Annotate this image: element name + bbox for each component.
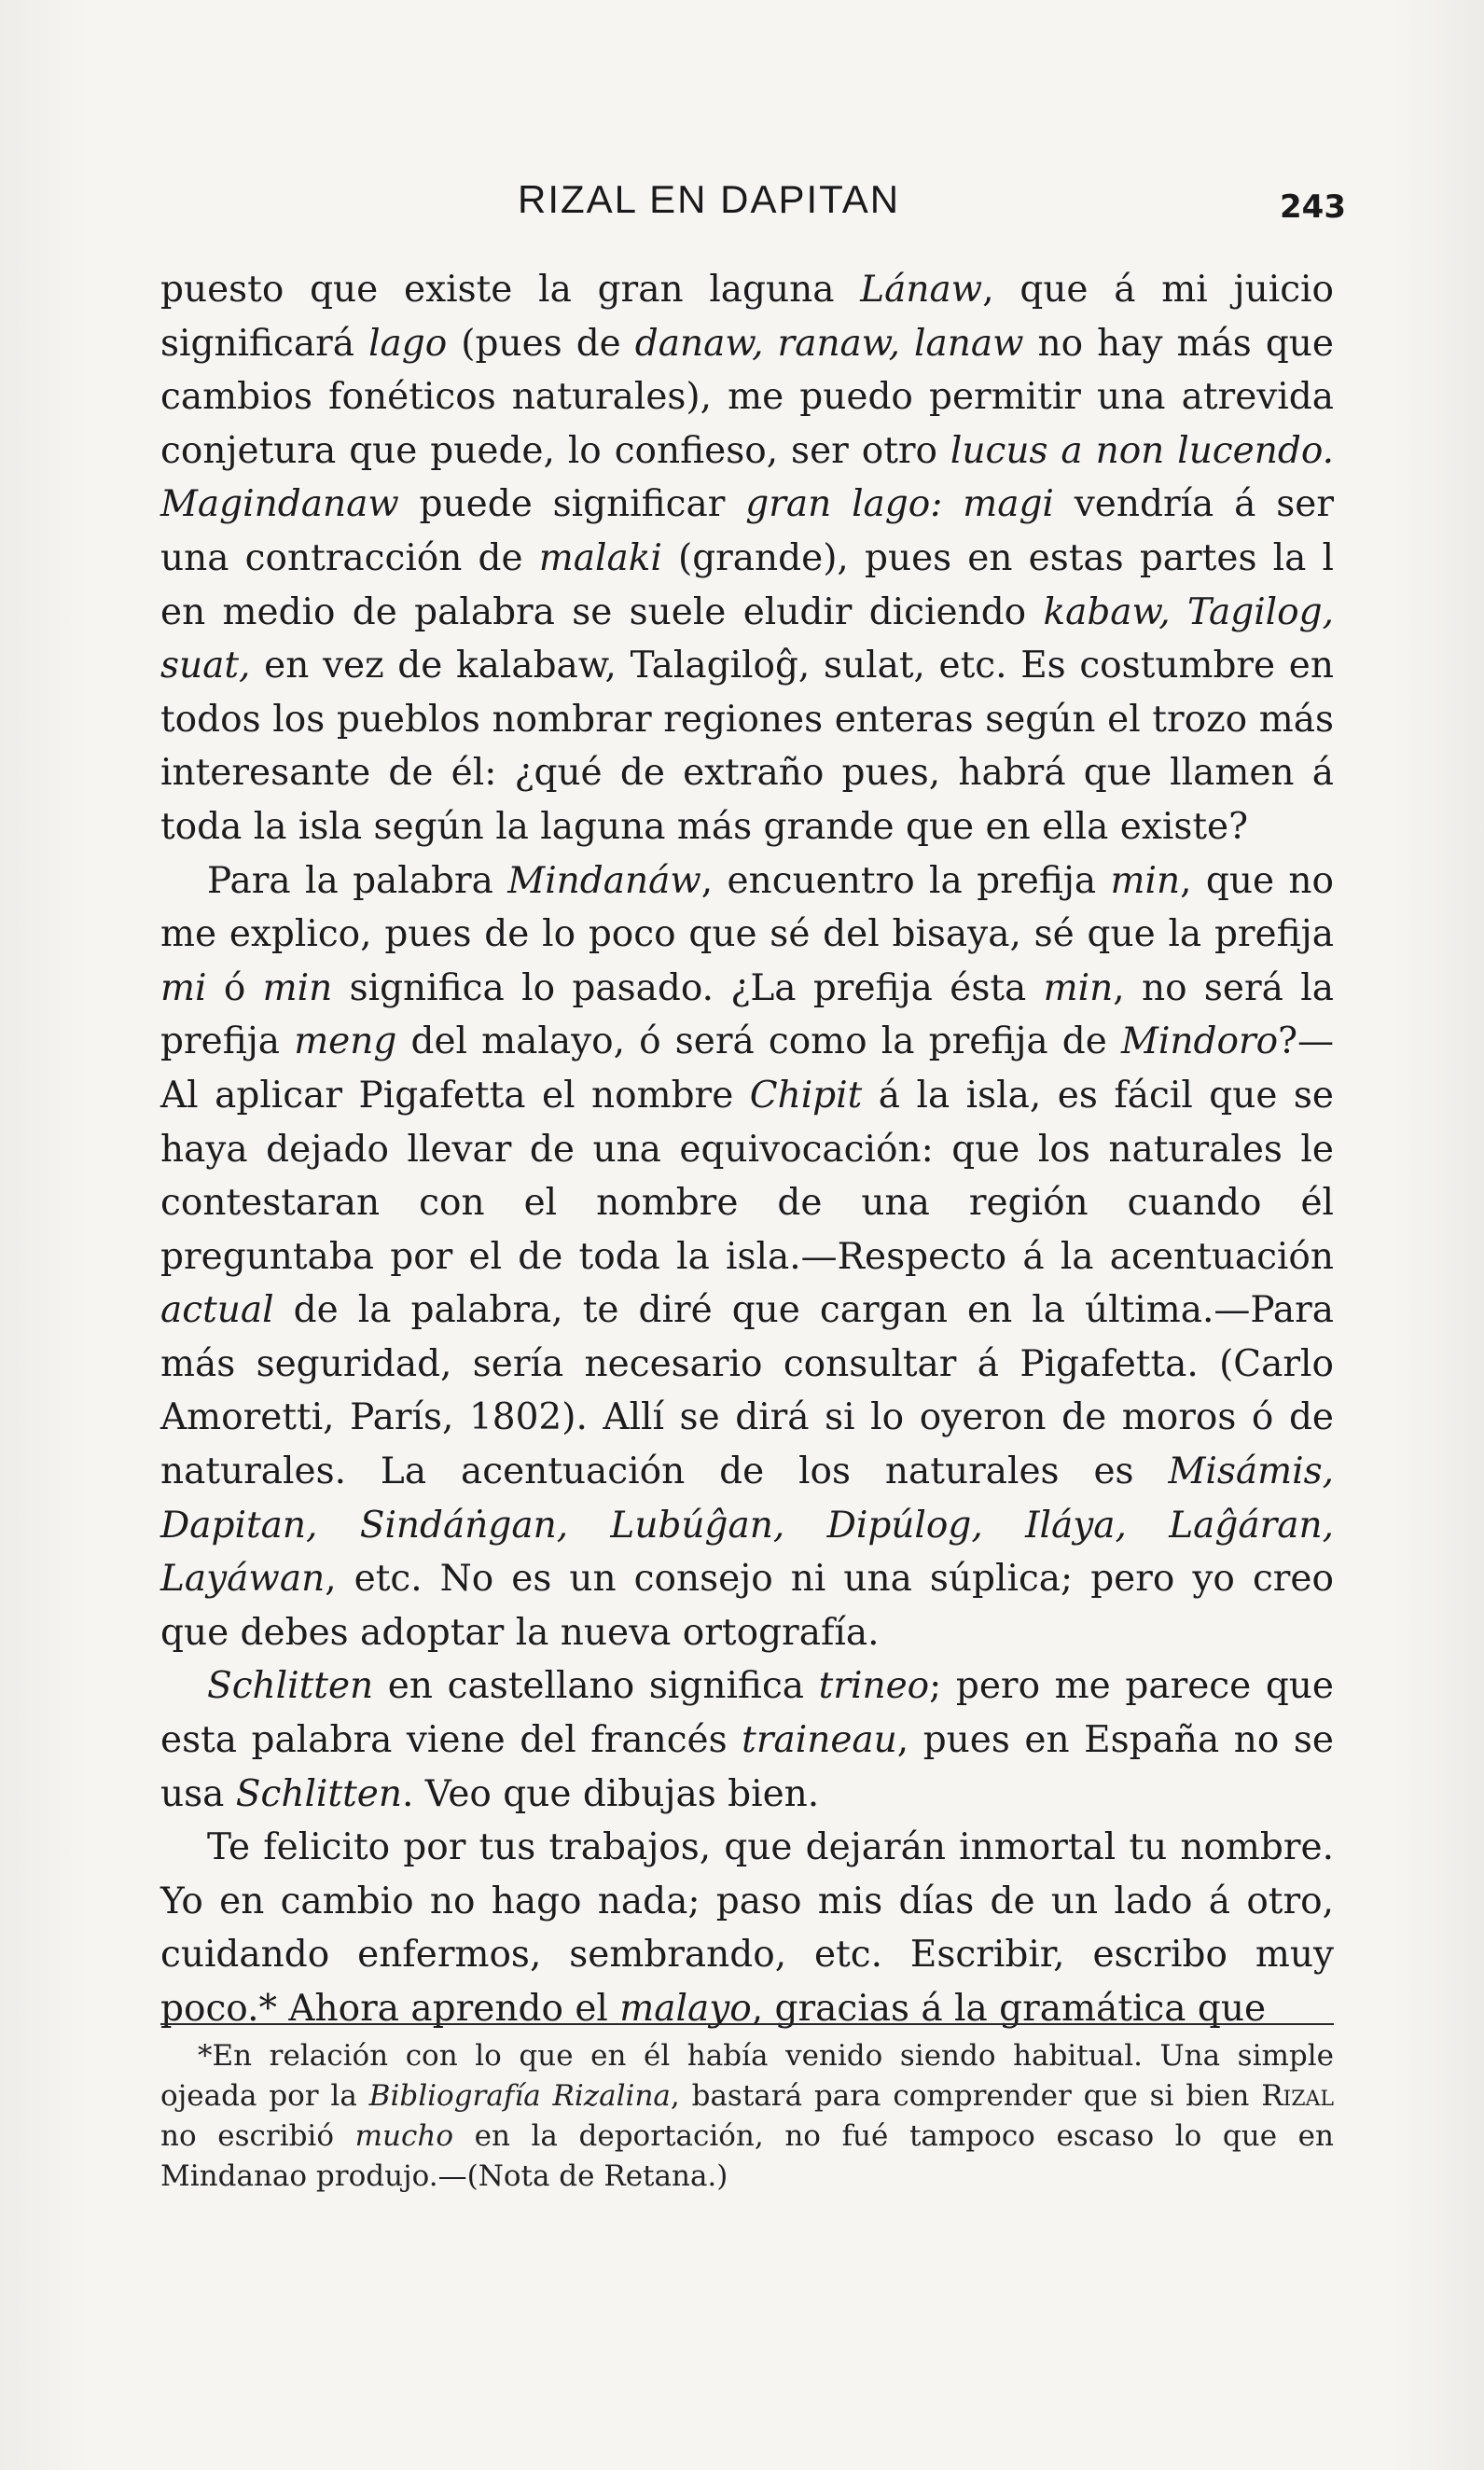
paragraph-run: de la palabra, te diré que cargan en la última.—Para más seguridad, sería necesario consultar á Pigafetta. (Carlo Amoretti, París, 1802). Allí se dirá si lo oyeron de moros ó de naturales. La acentuación de los naturales es bbox=[160, 1289, 1334, 1493]
paragraph-run: Lánaw bbox=[860, 269, 983, 311]
paragraph-run: (pues de bbox=[447, 322, 635, 365]
paragraph-run: ó bbox=[206, 966, 263, 1009]
paragraph-run: ?— Al aplicar Pigafetta el nombre bbox=[160, 1020, 1334, 1117]
paragraph-run: min bbox=[262, 966, 333, 1009]
page-number: 243 bbox=[1280, 188, 1346, 226]
paragraph-run: en castellano significa bbox=[373, 1665, 819, 1708]
footnote-run: , bastará para comprender que si bien bbox=[670, 2079, 1262, 2113]
paragraph-run: no hay más que cambios fonéticos naturales), me puedo permitir una atrevida conjetura que puede, lo confieso, ser otro bbox=[160, 322, 1334, 472]
body-text bbox=[160, 263, 1334, 2036]
paragraph-run: puesto que existe la gran laguna bbox=[160, 269, 861, 311]
paragraph-run: , pues en España no se usa bbox=[160, 1719, 1334, 1815]
paragraph-run: en vez de kalabaw, Talagiloĝ, sulat, etc. Es costumbre en todos los pueblos nombrar regiones enteras según el trozo más interesante de él: ¿qué de extraño pues, habrá que llamen á toda la isla según la laguna más grande que en ella existe? bbox=[160, 645, 1334, 848]
paragraph-run: malaki bbox=[538, 536, 662, 579]
footnote bbox=[160, 2036, 1334, 2197]
paragraph-run: trineo bbox=[818, 1665, 930, 1708]
paragraph-run: Schlitten bbox=[207, 1665, 374, 1708]
paragraph-run: malayo bbox=[619, 1988, 752, 2030]
paragraph-run: Te felicito por tus trabajos, que dejarán inmortal tu nombre. Yo en cambio no hago nada; paso mis días de un lado á otro, cuidando enfermos, sembrando, etc. Escribir, escribo muy poco.* Ahora aprendo el bbox=[160, 1826, 1334, 2030]
paragraph-run: , gracias á la gramática que bbox=[751, 1988, 1267, 2030]
footnote-run: no escribió bbox=[160, 2119, 355, 2153]
paragraph-run: significa lo pasado. ¿La prefija ésta bbox=[332, 966, 1044, 1009]
paragraph-run: (grande), pues en estas partes la l en medio de palabra se suele eludir diciendo bbox=[160, 536, 1334, 633]
paragraph-run: Mindanáw bbox=[507, 859, 701, 902]
paragraph-run: . Veo que dibujas bien. bbox=[401, 1772, 820, 1815]
paragraph-run: , que á mi juicio significará bbox=[160, 269, 1334, 365]
paragraph-run: Schlitten bbox=[235, 1772, 402, 1815]
paragraph-run: min bbox=[1043, 966, 1114, 1009]
paragraph-run: del malayo, ó será como la prefija de bbox=[396, 1020, 1121, 1063]
footnote-run: en la deportación, no fué tampoco escaso lo que en Mindanao produjo.—(Nota de Retana.) bbox=[160, 2119, 1334, 2193]
paragraph-run: kabaw, Tagilog, suat, bbox=[160, 590, 1334, 687]
paragraph bbox=[160, 854, 1334, 1660]
footnote-run: Bibliografía Rizalina bbox=[368, 2079, 671, 2113]
paragraph-run: gran lago: magi bbox=[745, 483, 1054, 526]
running-head: RIZAL EN DAPITAN bbox=[518, 177, 901, 221]
footnote-paragraph bbox=[160, 2036, 1334, 2197]
page-header bbox=[0, 177, 1484, 233]
footnote-run: *En relación con lo que en él había venido siendo habitual. Una simple ojeada por la bbox=[160, 2039, 1334, 2113]
paragraph-run: Magindanaw bbox=[160, 483, 399, 526]
footnote-run: Rizal bbox=[1261, 2079, 1335, 2113]
paragraph-run: lucus a non lucendo. bbox=[950, 429, 1335, 472]
paragraph-run: Mindoro bbox=[1120, 1020, 1279, 1063]
paragraph-run: Para la palabra bbox=[207, 859, 508, 902]
paragraph bbox=[160, 1659, 1334, 1821]
paragraph bbox=[160, 263, 1334, 854]
paragraph-run: Misámis, Dapitan, Sindáṅgan, Lubúĝan, Dipúlog, Iláya, Laĝáran, Layáwan bbox=[160, 1450, 1334, 1601]
paragraph-run: lago bbox=[368, 322, 448, 365]
paragraph-run: Chipit bbox=[749, 1074, 863, 1117]
paragraph-run: mi bbox=[160, 966, 207, 1009]
paragraph-run: danaw, ranaw, lanaw bbox=[634, 322, 1024, 365]
paragraph-run: á la isla, es fácil que se haya dejado llevar de una equivocación: que los naturales le contestaran con el nombre de una región cuando él preguntaba por el de toda la isla.—Respecto á la acentuación bbox=[160, 1074, 1334, 1278]
paragraph-run: traineau bbox=[742, 1719, 897, 1762]
paragraph-run: min bbox=[1110, 859, 1181, 902]
paragraph-run: vendría á ser una contracción de bbox=[160, 483, 1334, 579]
paragraph-run: puede significar bbox=[398, 483, 746, 526]
paragraph-run: actual bbox=[160, 1289, 274, 1332]
footnote-run: mucho bbox=[354, 2119, 453, 2153]
paragraph-run: , que no me explico, pues de lo poco que sé del bisaya, sé que la prefija bbox=[160, 859, 1335, 956]
paragraph bbox=[160, 1821, 1334, 2035]
paragraph-run: meng bbox=[294, 1020, 397, 1063]
paragraph-run: , etc. No es un consejo ni una súplica; pero yo creo que debes adoptar la nueva ortografía. bbox=[160, 1558, 1334, 1654]
paragraph-run: ; pero me parece que esta palabra viene del francés bbox=[160, 1665, 1334, 1762]
footnote-rule bbox=[160, 2023, 1334, 2025]
paragraph-run: , encuentro la prefija bbox=[700, 859, 1111, 902]
paragraph-run: , no será la prefija bbox=[160, 966, 1334, 1063]
